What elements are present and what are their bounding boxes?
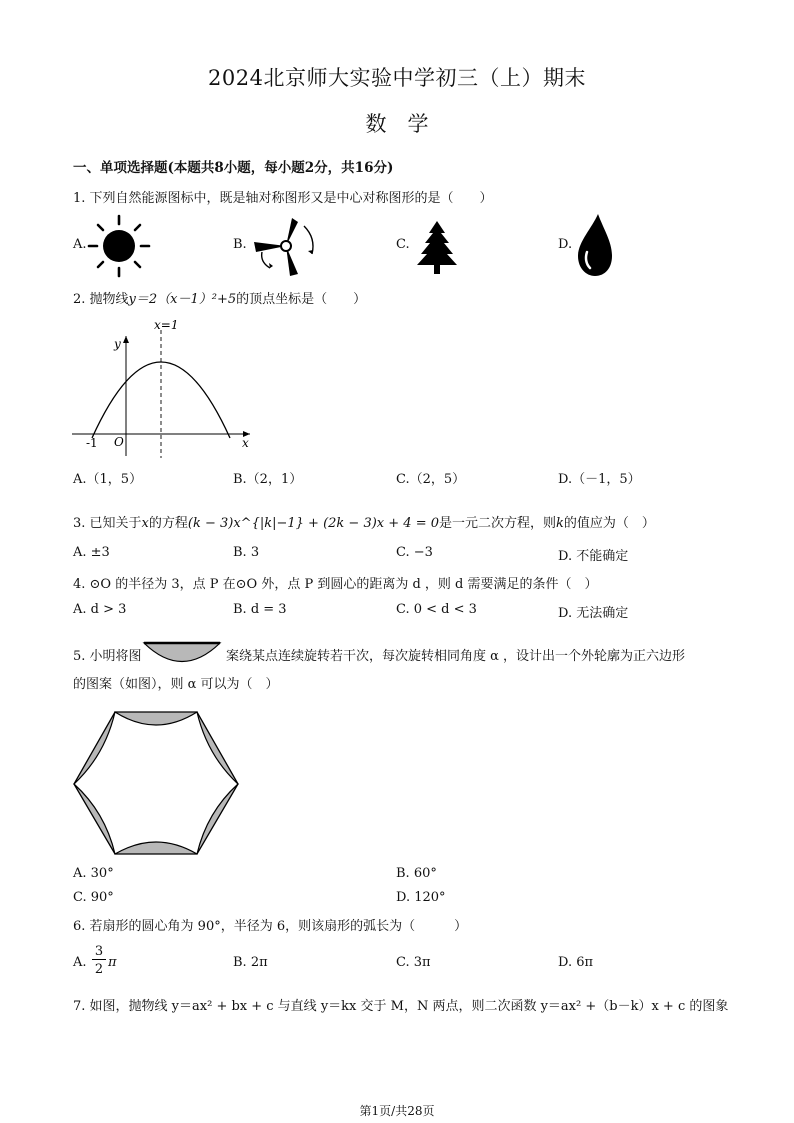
y-axis-label: y	[114, 337, 121, 351]
q5-option-a: A. 30°	[73, 866, 114, 881]
q4-option-d: D. 无法确定	[558, 606, 629, 621]
q3-equation: (k − 3)x^{|k|−1} + (2k − 3)x + 4 = 0	[187, 516, 439, 531]
q1-option-c-label: C.	[396, 237, 410, 252]
q2-stem-suffix: 的顶点坐标是（ ）	[236, 292, 367, 307]
q2-option-c: C.（2，5）	[396, 472, 466, 487]
q2-stem-prefix: 2. 抛物线	[73, 292, 129, 307]
q3-option-d: D. 不能确定	[558, 549, 629, 564]
x-axis-label: x	[242, 436, 249, 450]
q5-option-b: B. 60°	[396, 866, 437, 881]
question-7-stem: 7. 如图，抛物线 y＝ax² + bx + c 与直线 y＝kx 交于 M，N 两点，则二次函数 y＝ax² +（b－k）x + c 的图象	[73, 999, 729, 1014]
q3-option-a: A. ±3	[73, 545, 110, 560]
page-number: 第1页/共28页	[359, 1104, 435, 1118]
tree-icon	[413, 219, 461, 275]
question-6-stem: 6. 若扇形的圆心角为 90°，半径为 6，则该扇形的弧长为（ ）	[73, 919, 468, 934]
q5-stem-line2: 的图案（如图），则 α 可以为（ ）	[73, 677, 279, 692]
q3-var: x	[141, 516, 149, 531]
wind-turbine-icon	[248, 212, 322, 280]
q6-option-d: D. 6π	[558, 955, 594, 970]
q1-option-b-label: B.	[233, 237, 247, 252]
question-4-stem: 4. ⊙O 的半径为 3，点 P 在⊙O 外，点 P 到圆心的距离为 d ，则 d 需要满足的条件（ ）	[73, 577, 598, 592]
q5-option-d: D. 120°	[396, 890, 446, 905]
q3-stem-mid: 的方程	[148, 516, 188, 531]
q6-option-a-label: A.	[73, 955, 87, 970]
q2-option-b: B.（2，1）	[233, 472, 303, 487]
q5-stem-suffix: 案绕某点连续旋转若干次，每次旋转相同角度 α ，设计出一个外轮廓为正六边形	[226, 649, 686, 664]
q4-option-a: A. d > 3	[73, 602, 127, 617]
q2-option-d: D.（－1，5）	[558, 472, 641, 487]
q4-option-b: B. d = 3	[233, 602, 287, 617]
question-3-stem	[73, 512, 655, 531]
question-2-stem	[73, 288, 366, 307]
sun-icon	[86, 213, 152, 279]
q6-pi: π	[108, 955, 117, 970]
q3-k: k	[556, 516, 564, 531]
parabola-graph	[70, 316, 255, 461]
neg-one-label: -1	[86, 436, 98, 450]
q3-stem-end: 的值应为（ ）	[563, 516, 655, 531]
q4-option-c: C. 0 < d < 3	[396, 602, 477, 617]
q6-option-c: C. 3π	[396, 955, 431, 970]
hexagon-pattern-figure	[70, 708, 242, 858]
q5-stem-prefix: 5. 小明将图	[73, 649, 142, 664]
q6-option-b: B. 2π	[233, 955, 268, 970]
origin-label: O	[114, 435, 124, 449]
question-1-stem: 1. 下列自然能源图标中，既是轴对称图形又是中心对称图形的是（ ）	[73, 191, 493, 206]
section-heading: 一、单项选择题(本题共8小题，每小题2分，共16分)	[73, 160, 394, 176]
q1-option-d-label: D.	[558, 237, 573, 252]
q3-stem-prefix: 3. 已知关于	[73, 516, 142, 531]
q3-stem-suffix: 是一元二次方程，则	[439, 516, 557, 531]
subject-title: 数 学	[365, 112, 429, 136]
q2-option-a: A.（1，5）	[73, 472, 143, 487]
segment-shape-icon	[142, 640, 222, 664]
q3-option-c: C. −3	[396, 545, 433, 560]
q1-option-a-label: A.	[73, 237, 87, 252]
q6-fraction-denominator: 2	[94, 962, 104, 977]
page-title: 2024北京师大实验中学初三（上）期末	[208, 66, 586, 90]
y-axis-arrow	[123, 336, 129, 343]
q2-formula: y＝2（x－1）²+5	[128, 292, 237, 307]
q6-fraction-numerator: 3	[92, 944, 106, 960]
q3-option-b: B. 3	[233, 545, 260, 560]
symmetry-axis-label: x=1	[154, 318, 179, 332]
q5-option-c: C. 90°	[73, 890, 114, 905]
water-drop-icon	[574, 212, 616, 278]
